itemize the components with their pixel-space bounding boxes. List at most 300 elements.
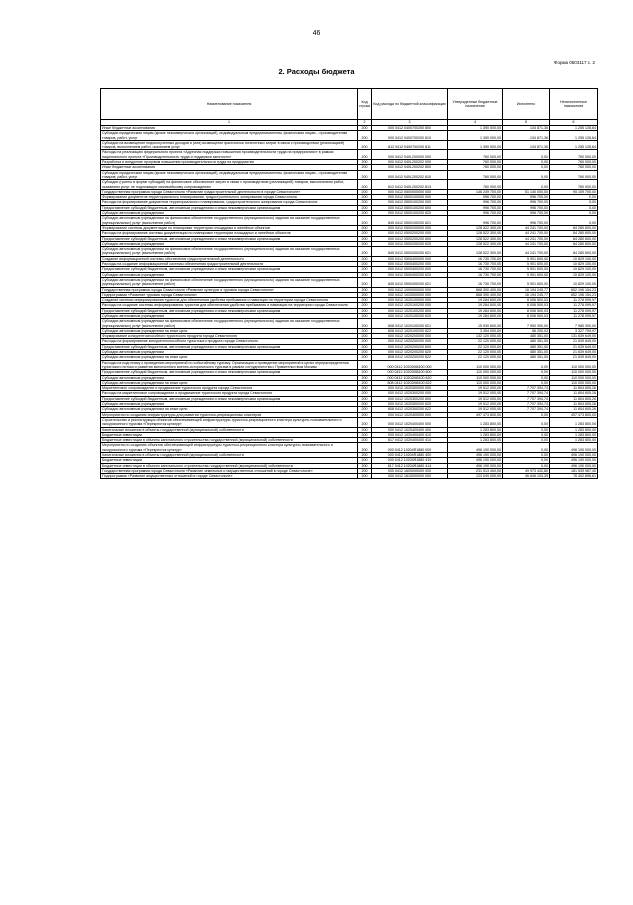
row-unexecuted: 496 190 000,00 (550, 458, 598, 463)
row-executed: 0,00 (503, 453, 550, 458)
row-approved: 128 522 300,00 (448, 247, 503, 257)
row-approved: 668 390 400,00 (448, 287, 503, 292)
row-line-code: 200 (358, 313, 372, 318)
row-executed: 16 194 245,77 (503, 287, 550, 292)
row-unexecuted: 0,00 (550, 200, 598, 205)
row-executed: 480 351,00 (503, 355, 550, 360)
row-kbk: 000 0412 1020200000 000 (372, 334, 448, 339)
row-executed: 44 241 700,00 (503, 247, 550, 257)
row-line-code: 200 (358, 417, 372, 427)
row-executed: 996 700,00 (503, 200, 550, 205)
row-approved: 146 249 700,00 (448, 189, 503, 194)
row-kbk: 000 0412 0500200200 620 (372, 241, 448, 246)
row-name: Субсидии автономным учреждениям на иные цели (101, 407, 358, 412)
row-unexecuted: 11 278 099,97 (550, 313, 598, 318)
row-approved: 128 522 300,00 (448, 225, 503, 230)
row-approved: 19 284 600,00 (448, 313, 503, 318)
row-executed: 7 707 394,74 (503, 407, 550, 412)
table-row (101, 170, 598, 180)
column-number: 3 (372, 120, 448, 126)
row-line-code: 200 (358, 298, 372, 303)
row-name: Субсидии автономным учреждениям (101, 272, 358, 277)
row-kbk: 808 0412 1020300200 622 (372, 407, 448, 412)
row-line-code: 200 (358, 262, 372, 267)
row-unexecuted: 496 190 000,00 (550, 463, 598, 468)
row-unexecuted: 760 000,00 (550, 170, 598, 180)
row-name: Субсидии автономным учреждениям на финансовое обеспечение государственного (муниципального) задания на оказание государственных (муниципальных) услуг (выполнение работ) (101, 216, 358, 226)
row-approved: 996 700,00 (448, 205, 503, 210)
row-executed: 134 871,36 (503, 126, 550, 131)
row-name: Строительство и реконструкция объектов обеспечивающей инфраструктуры туристско-рекреационного кластера культурно-познавательного и экскурсионного туризма «Перекресток культур» (101, 417, 358, 427)
row-kbk: 000 0412 040L200202 000 (372, 160, 448, 165)
row-name: Маркетинговое сопровождение и продвижение туристского продукта города Севастополя (101, 386, 358, 391)
row-unexecuted: 496 190 000,00 (550, 453, 598, 458)
row-name: Подпрограмма «Развитие туризма города Севастополя» (101, 292, 358, 297)
row-line-code: 200 (358, 474, 372, 479)
row-approved: 19 284 600,00 (448, 308, 503, 313)
row-kbk: 000 0412 0500200000 000 (372, 225, 448, 230)
row-executed: 8 006 500,03 (503, 313, 550, 318)
row-name: Предоставление субсидий бюджетным, автономным учреждениям и иным некоммерческим организациям (101, 308, 358, 313)
row-kbk: 000 0412 1020200200 600 (372, 344, 448, 349)
row-line-code: 200 (358, 319, 372, 329)
table-row (101, 247, 598, 257)
row-approved: 760 000,00 (448, 160, 503, 165)
row-executed: 996 700,00 (503, 205, 550, 210)
row-unexecuted: 10 829 100,00 (550, 262, 598, 267)
row-unexecuted: 760 000,00 (550, 160, 598, 165)
row-line-code: 200 (358, 355, 372, 360)
row-name: Субсидии (гранты в форме субсидий) на финансовое обеспечение затрат в связи с производством (реализацией) товаров, выполнением работ, оказанием услуг, не подлежащие казначейскому сопровождению (101, 180, 358, 190)
row-name: Капитальные вложения в объекты государственной (муниципальной) собственности (101, 427, 358, 432)
row-approved: 996 700,00 (448, 211, 503, 216)
expenditure-table (100, 88, 598, 479)
row-name: Формирование документов территориального планирования, градостроительного зонирования города Севастополя (101, 195, 358, 200)
row-kbk: 000 0412 1020100200 600 (372, 308, 448, 313)
row-unexecuted: 1 283 800,00 (550, 417, 598, 427)
row-executed: 7 950 300,00 (503, 319, 550, 329)
row-approved: 22 120 000,00 (448, 344, 503, 349)
row-line-code: 200 (358, 292, 372, 297)
row-kbk: 000 0412 1020300200 000 (372, 391, 448, 396)
row-executed: 44 241 700,00 (503, 225, 550, 230)
row-unexecuted: 84 280 600,00 (550, 225, 598, 230)
row-name: Формирование системы документации по планировке территории площадных и линейных объектов (101, 225, 358, 230)
row-line-code: 200 (358, 126, 372, 131)
row-line-code: 200 (358, 375, 372, 380)
row-approved: 19 284 600,00 (448, 303, 503, 308)
row-name: Государственная программа города Севастополя «Развитие земельных и имущественных отношений в городе Севастополе» (101, 468, 358, 473)
table-row (101, 216, 598, 226)
row-name: Предоставление субсидий бюджетным, автономным учреждениям и иным некоммерческим организациям (101, 370, 358, 375)
column-number: 4 (448, 120, 503, 126)
row-executed: 996 700,00 (503, 216, 550, 226)
header-name: Наименование показателя (101, 89, 358, 120)
row-line-code: 200 (358, 211, 372, 216)
row-executed: 0,00 (503, 417, 550, 427)
row-name: Субсидии автономным учреждениям (101, 402, 358, 407)
row-executed: 7 707 394,74 (503, 391, 550, 396)
row-approved: 496 190 000,00 (448, 453, 503, 458)
row-kbk: 000 0412 040L200202 800 (372, 165, 448, 170)
row-name: Бюджетные инвестиции (101, 432, 358, 437)
row-executed: 49 973 432,80 (503, 468, 550, 473)
row-line-code: 200 (358, 256, 372, 261)
row-line-code: 200 (358, 131, 372, 141)
row-name: Предоставление субсидий бюджетным, автономным учреждениям и иным некоммерческим организациям (101, 205, 358, 210)
row-kbk: 845 0412 0500400200 621 (372, 277, 448, 287)
row-name: Субсидии автономным учреждениям на иные цели (101, 355, 358, 360)
row-kbk: 845 0412 0500200200 621 (372, 247, 448, 257)
table-row (101, 443, 598, 453)
section-title: 2. Расходы бюджета (278, 67, 355, 76)
table-row (101, 150, 598, 160)
row-line-code: 200 (358, 463, 372, 468)
row-name: Расходы на реализацию федерального проекта «Адресная поддержка повышения производительности труда на предприятиях» в рамках национального проекта «Производительность труда и поддержка занятости» (101, 150, 358, 160)
row-kbk: 000 0412 1020300200 600 (372, 396, 448, 401)
row-unexecuted: 497 473 800,00 (550, 412, 598, 417)
row-kbk: 000 0412 1020200200 000 (372, 339, 448, 344)
row-approved: 123 049 000,00 (448, 474, 503, 479)
row-executed: 46 646 103,39 (503, 474, 550, 479)
row-approved: 19 512 000,00 (448, 402, 503, 407)
row-unexecuted: 11 804 605,26 (550, 402, 598, 407)
row-name: Иные бюджетные ассигнования (101, 126, 358, 131)
row-name: Субсидии автономным учреждениям (101, 241, 358, 246)
row-line-code: 200 (358, 328, 372, 333)
row-line-code: 200 (358, 277, 372, 287)
row-executed: 0,00 (503, 412, 550, 417)
row-approved: 497 473 800,00 (448, 412, 503, 417)
row-approved: 1 283 800,00 (448, 438, 503, 443)
header-executed: Исполнено (503, 89, 550, 120)
table-row (101, 140, 598, 150)
row-kbk: 000 0412 1020400400 400 (372, 427, 448, 432)
row-approved: 760 000,00 (448, 165, 503, 170)
row-executed: 0,00 (503, 458, 550, 463)
row-unexecuted: 11 804 605,26 (550, 391, 598, 396)
row-approved: 668 390 400,00 (448, 292, 503, 297)
row-unexecuted: 21 639 649,00 (550, 339, 598, 344)
row-name: Субсидии автономным учреждениям на иные цели (101, 380, 358, 385)
row-unexecuted: 11 804 605,26 (550, 386, 598, 391)
row-name: Бюджетные инвестиции в объекты капитального строительства государственной (муниципальной) собственности (101, 438, 358, 443)
row-executed: 996 700,00 (503, 211, 550, 216)
row-approved: 3 354 000,00 (448, 328, 503, 333)
row-name: Расходы на создание информационной системы обеспечения градостроительной деятельности (101, 262, 358, 267)
row-executed: 134 871,36 (503, 131, 550, 141)
row-approved: 16 730 700,00 (448, 262, 503, 267)
row-executed: 16 194 245,77 (503, 292, 550, 297)
row-unexecuted: 0,00 (550, 211, 598, 216)
row-line-code: 200 (358, 180, 372, 190)
row-executed: 480 351,00 (503, 350, 550, 355)
row-name: Расходы на формирование документов территориального планирования, градостроительного зонирования города Севастополя (101, 200, 358, 205)
table-row (101, 277, 598, 287)
row-executed: 0,00 (503, 180, 550, 190)
row-kbk: 000 0412 1000000000 000 (372, 287, 448, 292)
row-kbk: 000 0412 10204R1880 400 (372, 453, 448, 458)
row-executed: 480 351,00 (503, 339, 550, 344)
expenditure-table-wrapper (100, 88, 597, 479)
row-unexecuted: 21 639 649,00 (550, 344, 598, 349)
row-line-code: 200 (358, 170, 372, 180)
row-approved: 22 120 000,00 (448, 350, 503, 355)
row-approved: 19 284 600,00 (448, 298, 503, 303)
row-executed: 5 901 600,00 (503, 267, 550, 272)
row-unexecuted: 10 829 100,00 (550, 272, 598, 277)
row-name: Капитальные вложения в объекты государственной (муниципальной) собственности (101, 453, 358, 458)
row-name: Субсидии автономным учреждениям (101, 211, 358, 216)
row-unexecuted: 760 000,00 (550, 165, 598, 170)
table-row (101, 319, 598, 329)
row-kbk: 000 0412 1020300000 000 (372, 386, 448, 391)
row-executed: 0,00 (503, 438, 550, 443)
row-executed: 0,00 (503, 370, 550, 375)
row-approved: 496 190 000,00 (448, 463, 503, 468)
row-line-code: 200 (358, 339, 372, 344)
row-unexecuted: 10 829 100,00 (550, 256, 598, 261)
row-kbk: 817 0412 10204R1880 414 (372, 463, 448, 468)
row-approved: 1 283 800,00 (448, 427, 503, 432)
row-unexecuted: 1 283 800,00 (550, 438, 598, 443)
row-name: Предоставление субсидий бюджетным, автономным учреждениям и иным некоммерческим организациям (101, 396, 358, 401)
row-executed: 7 707 394,74 (503, 402, 550, 407)
row-executed: 0,00 (503, 380, 550, 385)
table-header-row (101, 89, 598, 120)
form-code: Форма 0503117 с. 2 (554, 60, 595, 65)
row-executed: 0,00 (503, 463, 550, 468)
row-kbk: 812 0412 040L200202 813 (372, 180, 448, 190)
table-row (101, 474, 598, 479)
row-name: Иные бюджетные ассигнования (101, 165, 358, 170)
row-unexecuted: 760 000,00 (550, 150, 598, 160)
row-approved: 110 000 000,00 (448, 370, 503, 375)
row-unexecuted: 21 639 649,00 (550, 350, 598, 355)
row-unexecuted: 110 000 000,00 (550, 380, 598, 385)
column-number: 6 (550, 120, 598, 126)
table-row (101, 417, 598, 427)
row-kbk: 000 0412 1020200200 620 (372, 350, 448, 355)
row-line-code: 200 (358, 453, 372, 458)
row-kbk: 000 0412 0500100200 000 (372, 200, 448, 205)
row-name: Создание системы информирования туристов для обеспечения удобства пребывания и навигации на территории города Севастополя (101, 298, 358, 303)
row-line-code: 200 (358, 443, 372, 453)
row-executed: 56 200,03 (503, 328, 550, 333)
row-approved: 19 512 000,00 (448, 396, 503, 401)
row-unexecuted: 496 190 000,00 (550, 443, 598, 453)
row-approved: 128 522 300,00 (448, 236, 503, 241)
row-approved: 128 522 300,00 (448, 241, 503, 246)
row-name: Бюджетные инвестиции (101, 458, 358, 463)
row-unexecuted: 110 000 000,00 (550, 370, 598, 375)
row-executed: 51 140 000,00 (503, 189, 550, 194)
row-approved: 110 000 000,00 (448, 375, 503, 380)
row-name: Субсидии юридическим лицам (кроме некоммерческих организаций), индивидуальным предпринимателям, физическим лицам – производителям товаров, работ, услуг (101, 131, 358, 141)
row-executed: 7 707 394,74 (503, 386, 550, 391)
row-kbk: 000 0412 1600000000 000 (372, 468, 448, 473)
row-unexecuted: 84 280 600,00 (550, 236, 598, 241)
row-line-code: 200 (358, 272, 372, 277)
row-unexecuted: 11 804 605,26 (550, 407, 598, 412)
row-line-code: 200 (358, 189, 372, 194)
table-row (101, 180, 598, 190)
row-name: Бюджетные инвестиции в объекты капитального строительства государственной (муниципальной) собственности (101, 463, 358, 468)
row-approved: 1 390 000,00 (448, 140, 503, 150)
row-kbk: 000 0412 040L200000 000 (372, 150, 448, 160)
row-unexecuted: 1 255 128,64 (550, 140, 598, 150)
row-unexecuted: 3 327 799,97 (550, 328, 598, 333)
header-unexecuted: Неисполненные назначения (550, 89, 598, 120)
row-executed: 44 241 700,00 (503, 241, 550, 246)
row-approved: 132 120 000,00 (448, 334, 503, 339)
header-kbk: Код расхода по бюджетной классификации (372, 89, 448, 120)
row-unexecuted: 10 829 100,00 (550, 277, 598, 287)
row-unexecuted: 11 278 099,97 (550, 303, 598, 308)
row-unexecuted: 1 255 128,64 (550, 131, 598, 141)
row-name: Мероприятия по созданию инфраструктуры для развития туристско-рекреационных кластеров (101, 412, 358, 417)
row-approved: 231 513 400,00 (448, 468, 503, 473)
row-approved: 1 283 800,00 (448, 417, 503, 427)
row-unexecuted: 7 980 300,00 (550, 319, 598, 329)
row-name: Подпрограмма «Развитие имущественных отношений в городе Севастополе» (101, 474, 358, 479)
row-unexecuted: 84 280 600,00 (550, 247, 598, 257)
row-name: Расходы на маркетинговое сопровождение и продвижение туристского продукта города Севастополя (101, 391, 358, 396)
row-kbk: 000 0412 1020000000 000 (372, 292, 448, 297)
row-executed: 480 351,00 (503, 344, 550, 349)
row-name: Субсидии автономным учреждениям (101, 350, 358, 355)
row-approved: 15 930 600,00 (448, 319, 503, 329)
row-line-code: 200 (358, 380, 372, 385)
row-line-code: 200 (358, 303, 372, 308)
row-line-code: 200 (358, 287, 372, 292)
row-unexecuted: 131 639 649,00 (550, 334, 598, 339)
row-kbk: 000 0412 0500100000 000 (372, 195, 448, 200)
row-executed: 5 901 600,00 (503, 262, 550, 267)
row-unexecuted: 84 280 600,00 (550, 241, 598, 246)
row-kbk: 000 0412 1020400400 410 (372, 432, 448, 437)
row-name: Расходы на формирование системы документации по планировке территории площадных и линейных объектов (101, 231, 358, 236)
row-name: Расходы на создание системы информирования туристов для обеспечения удобства пребывания и навигации на территории города Севастополя (101, 303, 358, 308)
row-kbk: 817 0412 1020400400 414 (372, 438, 448, 443)
row-executed: 0,00 (503, 375, 550, 380)
table-row (101, 360, 598, 370)
row-line-code: 200 (358, 396, 372, 401)
row-executed: 0,00 (503, 170, 550, 180)
row-unexecuted: 110 000 000,00 (550, 360, 598, 370)
row-unexecuted: 1 283 800,00 (550, 427, 598, 432)
row-kbk: 000 0412 10204R1880 000 (372, 443, 448, 453)
row-kbk: 000 0412 1020300200 620 (372, 402, 448, 407)
row-name: Субсидии автономным учреждениям (101, 313, 358, 318)
row-approved: 16 730 700,00 (448, 277, 503, 287)
row-executed: 0,00 (503, 160, 550, 165)
row-line-code: 200 (358, 308, 372, 313)
row-approved: 19 512 000,00 (448, 391, 503, 396)
row-unexecuted: 76 402 896,61 (550, 474, 598, 479)
row-line-code: 200 (358, 247, 372, 257)
row-executed: 7 707 394,74 (503, 396, 550, 401)
row-unexecuted: 760 000,00 (550, 180, 598, 190)
row-executed: 480 351,00 (503, 334, 550, 339)
row-unexecuted: 21 639 649,00 (550, 355, 598, 360)
row-line-code: 200 (358, 360, 372, 370)
row-approved: 128 522 300,00 (448, 231, 503, 236)
row-line-code: 200 (358, 160, 372, 165)
row-unexecuted: 95 109 700,00 (550, 189, 598, 194)
row-unexecuted: 110 000 000,00 (550, 375, 598, 380)
row-unexecuted: 84 280 600,00 (550, 231, 598, 236)
row-line-code: 200 (358, 370, 372, 375)
row-approved: 496 190 000,00 (448, 443, 503, 453)
row-approved: 110 000 000,00 (448, 380, 503, 385)
table-row (101, 131, 598, 141)
row-approved: 22 120 000,00 (448, 355, 503, 360)
row-kbk: 000 0412 0500400200 620 (372, 272, 448, 277)
row-kbk: 000 0412 10202M8100 000 (372, 360, 448, 370)
row-kbk: 000 0412 1020100200 000 (372, 303, 448, 308)
row-kbk: 000 0412 0400700200 800 (372, 126, 448, 131)
row-executed: 5 901 600,00 (503, 272, 550, 277)
row-approved: 19 512 000,00 (448, 407, 503, 412)
row-unexecuted: 11 278 099,97 (550, 308, 598, 313)
row-unexecuted: 652 196 154,23 (550, 292, 598, 297)
row-unexecuted: 11 804 605,26 (550, 396, 598, 401)
row-kbk: 000 0412 0400700200 810 (372, 131, 448, 141)
row-line-code: 200 (358, 344, 372, 349)
row-line-code: 200 (358, 438, 372, 443)
row-approved: 996 700,00 (448, 216, 503, 226)
row-kbk: 808 0412 1020100200 621 (372, 319, 448, 329)
row-line-code: 200 (358, 195, 372, 200)
row-name: Субсидии автономным учреждениям на иные цели (101, 328, 358, 333)
row-kbk: 808 0412 1020100200 622 (372, 328, 448, 333)
row-approved: 760 000,00 (448, 170, 503, 180)
row-line-code: 200 (358, 350, 372, 355)
row-executed: 0,00 (503, 432, 550, 437)
row-name: Субсидии на возмещение недополученных доходов и (или) возмещение фактически понесенных затрат в связи с производством (реализацией) товаров, выполнением работ, оказанием услуг (101, 140, 358, 150)
row-kbk: 000 0412 0500200200 600 (372, 236, 448, 241)
row-name: Расходы на формирование конкурентоспособного туристского продукта города Севастополя (101, 339, 358, 344)
row-kbk: 000 0412 1020100000 000 (372, 298, 448, 303)
row-name: Субсидии автономным учреждениям (101, 375, 358, 380)
row-kbk: 808 0412 1020200200 622 (372, 355, 448, 360)
row-kbk: 000 0412 0500200200 000 (372, 231, 448, 236)
row-unexecuted: 0,00 (550, 205, 598, 210)
page-number: 46 (312, 30, 321, 37)
row-name: Субсидии автономным учреждениям на финансовое обеспечение государственного (муниципального) задания на оказание государственных (муниципальных) услуг (выполнение работ) (101, 277, 358, 287)
row-approved: 1 390 000,00 (448, 131, 503, 141)
row-line-code: 200 (358, 236, 372, 241)
row-name: Субсидии юридическим лицам (кроме некоммерческих организаций), индивидуальным предпринимателям, физическим лицам – производителям товаров, работ, услуг (101, 170, 358, 180)
row-line-code: 200 (358, 334, 372, 339)
row-approved: 996 700,00 (448, 195, 503, 200)
row-kbk: 000 0412 10202M8100 600 (372, 370, 448, 375)
row-line-code: 200 (358, 150, 372, 160)
row-kbk: 000 0412 040L200202 810 (372, 170, 448, 180)
row-kbk: 000 0412 0500100200 620 (372, 211, 448, 216)
row-unexecuted: 10 829 100,00 (550, 267, 598, 272)
row-line-code: 200 (358, 165, 372, 170)
row-kbk: 000 0412 1610000000 000 (372, 474, 448, 479)
row-name: Разработка и внедрение программ повышения производительности труда на предприятии (101, 160, 358, 165)
row-unexecuted: 652 196 154,23 (550, 287, 598, 292)
column-number: 5 (503, 120, 550, 126)
row-kbk: 000 0412 0500000000 000 (372, 189, 448, 194)
row-kbk: 000 0412 0500400000 000 (372, 256, 448, 261)
row-name: Мероприятия по созданию объектов обеспечивающей инфраструктуры туристско-рекреационного кластера культурно-познавательного и экскурсионного туризма «Перекресток культур» (101, 443, 358, 453)
row-kbk: 000 0412 0500400200 000 (372, 262, 448, 267)
